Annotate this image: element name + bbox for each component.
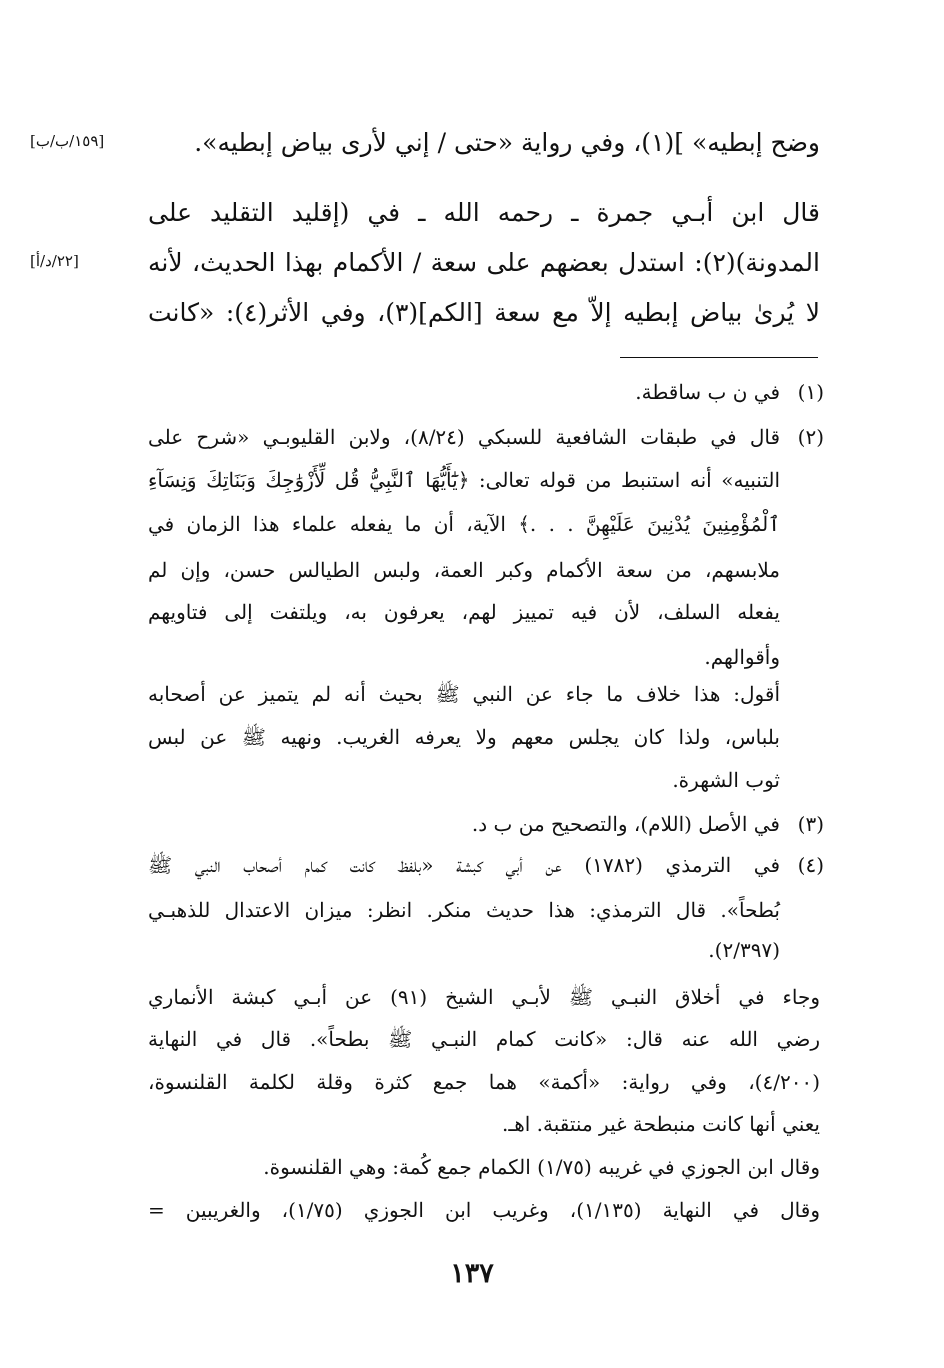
footnote-line: في ن ب ساقطة.: [635, 380, 780, 404]
footnote-line: يعني أنها كانت منبطحة غير منتقبة. اهـ.: [501, 1112, 820, 1136]
margin-reference-1: [١٥٩/ب/ب]: [30, 132, 105, 150]
footnote-separator-rule: [620, 357, 818, 358]
footnote-line: وأقوالهم.: [704, 645, 780, 669]
footnote-line: ٱلْمُؤْمِنِينَ يُدْنِينَ عَلَيْهِنَّ . . .﴾ الآية، أن ما يفعله علماء هذا الزمان في: [148, 512, 780, 536]
footnote-line: في الترمذي (١٧٨٢) عن أبي كبشة «بلفظ كانت كمام أصحاب النبي ﷺ: [148, 853, 781, 877]
footnote-marker-1: (١): [797, 380, 824, 404]
footnote-line: بلباس، ولذا كان يجلس معهم ولا يعرفه الغريب. ونهيه ﷺ عن لبس: [148, 725, 780, 749]
main-text-line-4: لا يُرىٰ بياض إبطيه إلاّ مع سعة [الكم](٣)، وفي الأثر(٤): «كانت: [148, 298, 820, 327]
footnote-line: وقال ابن الجوزي في غريبه (١/٧٥) الكمام جمع كُمة: وهي القلنسوة.: [263, 1155, 820, 1179]
footnote-marker-3: (٣): [797, 812, 824, 836]
main-text-line-2: قال ابن أبـي جمرة ـ رحمه الله ـ في (إقليد التقليد على: [148, 198, 820, 227]
page-number: ١٣٧: [450, 1258, 494, 1289]
footnote-marker-2: (٢): [797, 425, 824, 449]
main-text-line-1: وضح إبطيه» ](١)، وفي رواية «حتى / إني لأرى بياض إبطيه».: [194, 128, 820, 157]
footnote-line: أقول: هذا خلاف ما جاء عن النبي ﷺ بحيث أنه لم يتميز عن أصحابه: [148, 682, 780, 706]
footnote-line: التنبيه» أنه استنبط من قوله تعالى: ﴿يَٰٓأَيُّهَا ٱلنَّبِيُّ قُل لِّأَزْوَٰجِكَ وَبَنَاتِكَ وَنِسَآءِ: [148, 468, 781, 492]
footnote-line: وجاء في أخلاق النبـي ﷺ لأبـي الشيخ (٩١) عن أبـي كبشة الأنماري: [148, 985, 820, 1009]
footnote-line: يفعله السلف، لأن فيه تمييز لهم، يعرفون به، ويلتفت إلى فتاويهم: [148, 600, 780, 624]
footnote-line: قال في طبقات الشافعية للسبكي (٨/٢٤)، ولابن القليوبـي «شرح على: [148, 425, 781, 449]
footnote-line: ملابسهم، من سعة الأكمام وكبر العمة، ولبس الطيالس حسن، وإن لم: [148, 558, 780, 582]
main-text-line-3: المدونة)(٢): استدل بعضهم على سعة / الأكمام بهذا الحديث، لأنه: [148, 248, 820, 277]
footnote-line: (٤/٢٠٠)، وفي رواية: «أكمة» هما جمع كثرة وقلة لكلمة القلنسوة،: [148, 1070, 820, 1094]
footnote-line: بُطحاً». قال الترمذي: هذا حديث منكر. انظر: ميزان الاعتدال للذهبـي: [148, 898, 780, 922]
footnote-line: ثوب الشهرة.: [672, 768, 780, 792]
footnote-line: (٢/٣٩٧).: [708, 938, 780, 962]
footnote-line: وقال في النهاية (١/١٣٥)، وغريب ابن الجوزي (١/٧٥)، والغريبين =: [148, 1198, 820, 1222]
footnote-line: في الأصل (اللام)، والتصحيح من ب د.: [471, 812, 780, 836]
footnote-line: رضي الله عنه قال: «كانت كمام النبـي ﷺ بطحاً». قال في النهاية: [148, 1027, 820, 1051]
margin-reference-2: [٢٢/د/أ]: [30, 252, 79, 270]
footnote-marker-4: (٤): [797, 853, 824, 877]
